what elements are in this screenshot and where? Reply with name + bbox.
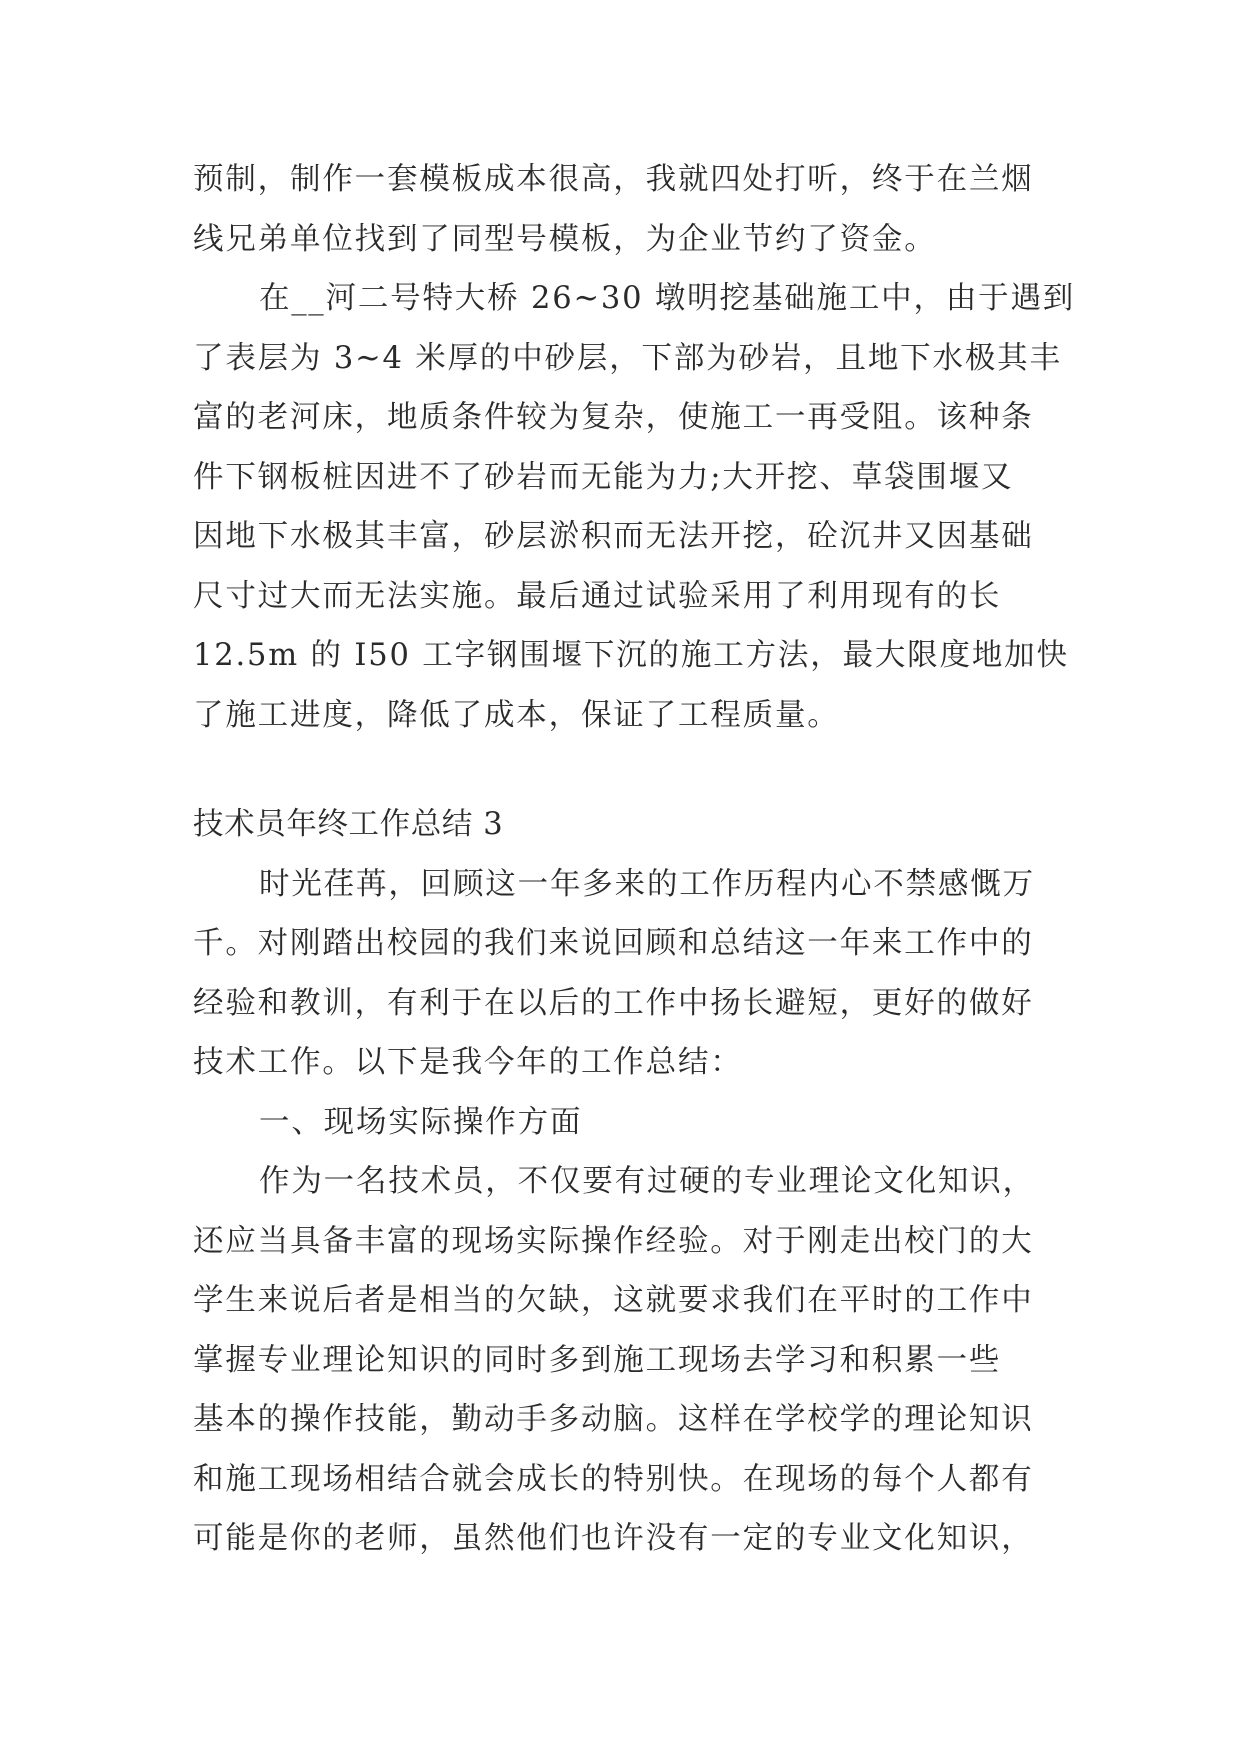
paragraph-bridge-foundation: [193, 269, 1076, 745]
text-line: 富的老河床，地质条件较为复杂，使施工一再受阻。该种条: [193, 400, 1034, 435]
text-line: 作为一名技术员，不仅要有过硬的专业理论文化知识，: [259, 1164, 1035, 1199]
text-line: 12.5m 的 I50 工字钢围堰下沉的施工方法，最大限度地加快: [193, 638, 1069, 673]
text-line: 和施工现场相结合就会成长的特别快。在现场的每个人都有: [193, 1461, 1034, 1497]
text-line: 线兄弟单位找到了同型号模板，为企业节约了资金。: [193, 221, 937, 257]
section-title: 技术员年终工作总结 3: [193, 807, 504, 842]
text-line: 千。对刚踏出校园的我们来说回顾和总结这一年来工作中的: [193, 926, 1034, 961]
text-line: 还应当具备丰富的现场实际操作经验。对于刚走出校门的大: [193, 1223, 1034, 1259]
text-line: 基本的操作技能，勤动手多动脑。这样在学校学的理论知识: [193, 1402, 1034, 1437]
text-line: 件下钢板桩因进不了砂岩而无能为力;大开挖、草袋围堰又: [193, 459, 1014, 495]
paragraph-template-savings: [193, 150, 1053, 269]
text-line: 因地下水极其丰富，砂层淤积而无法开挖，砼沉井又因基础: [193, 519, 1034, 554]
text-line: 可能是你的老师，虽然他们也许没有一定的专业文化知识，: [193, 1521, 1034, 1556]
text-line: 时光荏苒，回顾这一年多来的工作历程内心不禁感慨万: [259, 866, 1035, 902]
text-line: 预制，制作一套模板成本很高，我就四处打听，终于在兰烟: [193, 162, 1034, 197]
text-line: 掌握专业理论知识的同时多到施工现场去学习和积累一些: [193, 1342, 1002, 1378]
text-line: 尺寸过大而无法实施。最后通过试验采用了利用现有的长: [193, 578, 1002, 614]
text-line: 经验和教训，有利于在以后的工作中扬长避短，更好的做好: [193, 985, 1034, 1021]
text-line: 技术工作。以下是我今年的工作总结：: [193, 1045, 743, 1080]
paragraph-field-operation: [193, 1152, 1053, 1569]
text-line: 了施工进度，降低了成本，保证了工程质量。: [193, 697, 840, 733]
subheading: 一、现场实际操作方面: [259, 1104, 583, 1140]
text-line: 在__河二号特大桥 26~30 墩明挖基础施工中，由于遇到: [259, 281, 1076, 316]
text-line: 学生来说后者是相当的欠缺，这就要求我们在平时的工作中: [193, 1283, 1034, 1318]
section-gap: [193, 745, 1053, 795]
document-page: [193, 150, 1076, 1569]
text-line: 了表层为 3~4 米厚的中砂层，下部为砂岩，且地下水极其丰: [193, 340, 1062, 376]
paragraph-intro: [193, 855, 1053, 1093]
